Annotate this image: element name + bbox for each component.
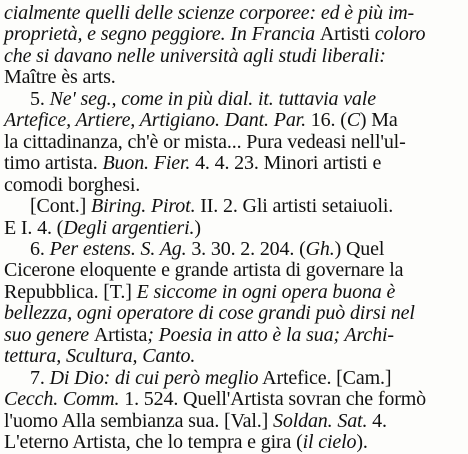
text-line [30, 238, 384, 261]
text-line [4, 2, 414, 25]
text-line [30, 367, 391, 390]
text-segment: 1. 524. Quell'Artista sovran che formò [119, 388, 426, 411]
text-line [4, 410, 387, 433]
text-segment: la cittadinanza, ch'è or mista... Pura vedeasi nell'ul- [4, 130, 406, 153]
italic-text-segment: suo genere [4, 323, 94, 346]
text-segment: E I. 4. ( [4, 216, 64, 239]
text-segment: Maître ès arts. [4, 66, 116, 89]
text-segment: timo artista. [4, 152, 103, 175]
italic-text-segment: proprietà, e segno peggiore. In Francia [4, 23, 320, 46]
text-line [4, 174, 140, 197]
text-segment: 16. ( [305, 109, 347, 132]
text-line [30, 88, 376, 111]
text-line [4, 45, 386, 68]
text-segment: II. 2. Gli artisti setaiuoli. [195, 195, 394, 218]
text-line [4, 324, 394, 347]
italic-text-segment: Biring. Pirot. [91, 195, 196, 218]
text-line [4, 23, 425, 46]
italic-text-segment: Artefice, Artiere, Artigiano. Dant. Par. [4, 109, 306, 132]
italic-text-segment: Degli argentieri. [63, 216, 195, 239]
text-line [4, 131, 406, 154]
italic-text-segment: coloro [369, 23, 426, 46]
text-line [4, 259, 403, 282]
text-segment: Artefice. [Cam.] [258, 366, 392, 389]
text-segment: ). [356, 431, 368, 453]
italic-text-segment: bellezza, ogni operatore di cose grandi può dirsi nel [4, 302, 415, 325]
text-line [4, 431, 368, 454]
italic-text-segment: ; Poesia in atto è la sua; Archi- [147, 323, 394, 346]
text-line [4, 152, 381, 175]
text-segment: 3. 30. 2. 204. ( [186, 237, 306, 260]
text-segment: Cicerone eloquente e grande artista di governare la [4, 259, 404, 282]
italic-text-segment: Ne' seg., come in più dial. it. tuttavia vale [49, 87, 376, 110]
italic-text-segment: il cielo [302, 431, 357, 453]
text-line [4, 109, 398, 132]
italic-text-segment: cialmente quelli delle scienze corporee: ed è più im- [4, 2, 415, 24]
text-segment: 4. [367, 409, 387, 432]
text-segment: 5. [30, 87, 50, 110]
italic-text-segment: tettura, Scultura, Canto. [4, 345, 196, 368]
text-segment: l'uomo Alla sembianza sua. [Val.] [4, 409, 273, 432]
text-segment: ) [194, 216, 201, 239]
text-segment: Repubblica. [T.] [4, 280, 137, 303]
text-segment: ) Quel [334, 237, 385, 260]
italic-text-segment: Cecch. Comm. [4, 388, 120, 411]
italic-text-segment: Soldan. Sat. [273, 409, 368, 432]
italic-text-segment: Gh. [305, 237, 335, 260]
text-segment: Artista [93, 323, 148, 346]
italic-text-segment: E siccome in ogni opera buona è [136, 280, 396, 303]
text-line [4, 345, 195, 368]
text-line [4, 217, 201, 240]
text-segment: Artisti [319, 23, 370, 46]
text-line [4, 302, 415, 325]
text-segment: L'eterno Artista, che lo tempra e gira ( [4, 431, 303, 453]
text-line [4, 66, 116, 89]
italic-text-segment: Buon. Fier. [102, 152, 191, 175]
text-line [30, 195, 393, 218]
text-segment: 6. [30, 237, 50, 260]
text-segment: 4. 4. 23. Minori artisti e [190, 152, 382, 175]
italic-text-segment: Per estens. S. Ag. [49, 237, 187, 260]
text-segment: 7. [30, 366, 50, 389]
text-segment: [Cont.] [30, 195, 92, 218]
text-line [4, 388, 426, 411]
italic-text-segment: che si davano nelle università agli studi liberali: [4, 44, 386, 67]
text-line [4, 281, 395, 304]
text-segment: ) Ma [359, 109, 398, 132]
text-segment: comodi borghesi. [4, 173, 141, 196]
italic-text-segment: Di Dio: di cui però meglio [49, 366, 259, 389]
italic-text-segment: C [346, 109, 360, 132]
